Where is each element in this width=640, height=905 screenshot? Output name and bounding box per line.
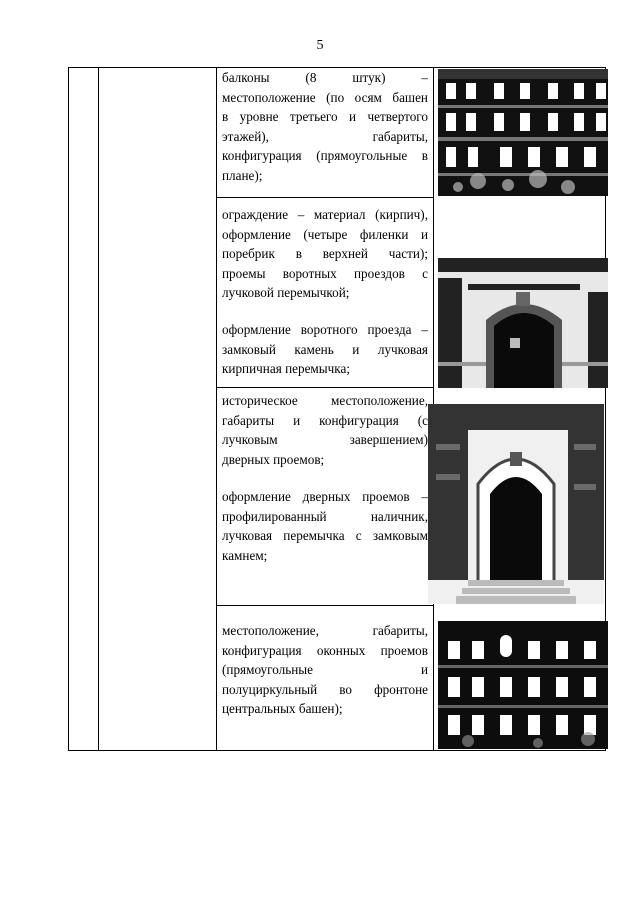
- text-line: профилированный наличник,: [222, 508, 428, 524]
- facade-balconies-photo: [438, 69, 608, 196]
- text-line: историческое местоположение,: [222, 393, 428, 408]
- text-line: конфигурация (прямоугольные в: [222, 148, 428, 164]
- text-line: камнем;: [222, 547, 268, 563]
- text-line: кирпичная перемычка;: [222, 361, 350, 377]
- text-line: конфигурация оконных проемов: [222, 642, 428, 658]
- text-line: балконы (8 штук) –: [222, 70, 428, 85]
- text-line: местоположение (по осям башен: [222, 89, 428, 105]
- table-cell-door-location: [222, 391, 428, 469]
- text-line: ограждение – материал (кирпич),: [222, 207, 428, 222]
- text-line: проемы воротных проездов с: [222, 265, 428, 281]
- door-portal-photo: [428, 404, 604, 604]
- text-line: оформление дверных проемов –: [222, 489, 428, 504]
- text-line: плане);: [222, 167, 263, 183]
- text-line: лучковая перемычка с замковым: [222, 528, 428, 544]
- text-line: центральных башен);: [222, 701, 343, 717]
- text-line: дверных проемов;: [222, 451, 325, 467]
- row-divider: [216, 197, 433, 198]
- text-line: замковый камень и лучковая: [222, 341, 428, 357]
- text-line: лучковой перемычкой;: [222, 285, 350, 301]
- text-line: в уровне третьего и четвертого: [222, 109, 428, 125]
- table-cell-fence: [222, 205, 428, 303]
- row-divider: [216, 387, 433, 388]
- text-line: полуциркульный во фронтоне: [222, 681, 428, 697]
- gateway-arch-photo: [438, 258, 608, 388]
- page-number: 5: [316, 38, 324, 53]
- row-divider: [216, 605, 433, 606]
- table-cell-windows: [222, 621, 428, 719]
- table-cell-balconies: [222, 68, 428, 186]
- text-line: поребрик в верхней части);: [222, 246, 428, 262]
- text-line: местоположение, габариты,: [222, 623, 428, 638]
- text-line: этажей), габариты,: [222, 128, 428, 144]
- column-divider-2: [216, 68, 217, 750]
- table-cell-gateway: [222, 320, 428, 379]
- text-line: оформление (четыре филенки и: [222, 226, 428, 242]
- facade-windows-photo: [438, 621, 608, 749]
- text-line: оформление воротного проезда –: [222, 322, 428, 337]
- column-divider-1: [98, 68, 99, 750]
- text-line: лучковым завершением): [222, 432, 428, 448]
- text-line: (прямоугольные и: [222, 662, 428, 678]
- table-cell-door-decor: [222, 487, 428, 565]
- text-line: габариты и конфигурация (с: [222, 412, 428, 428]
